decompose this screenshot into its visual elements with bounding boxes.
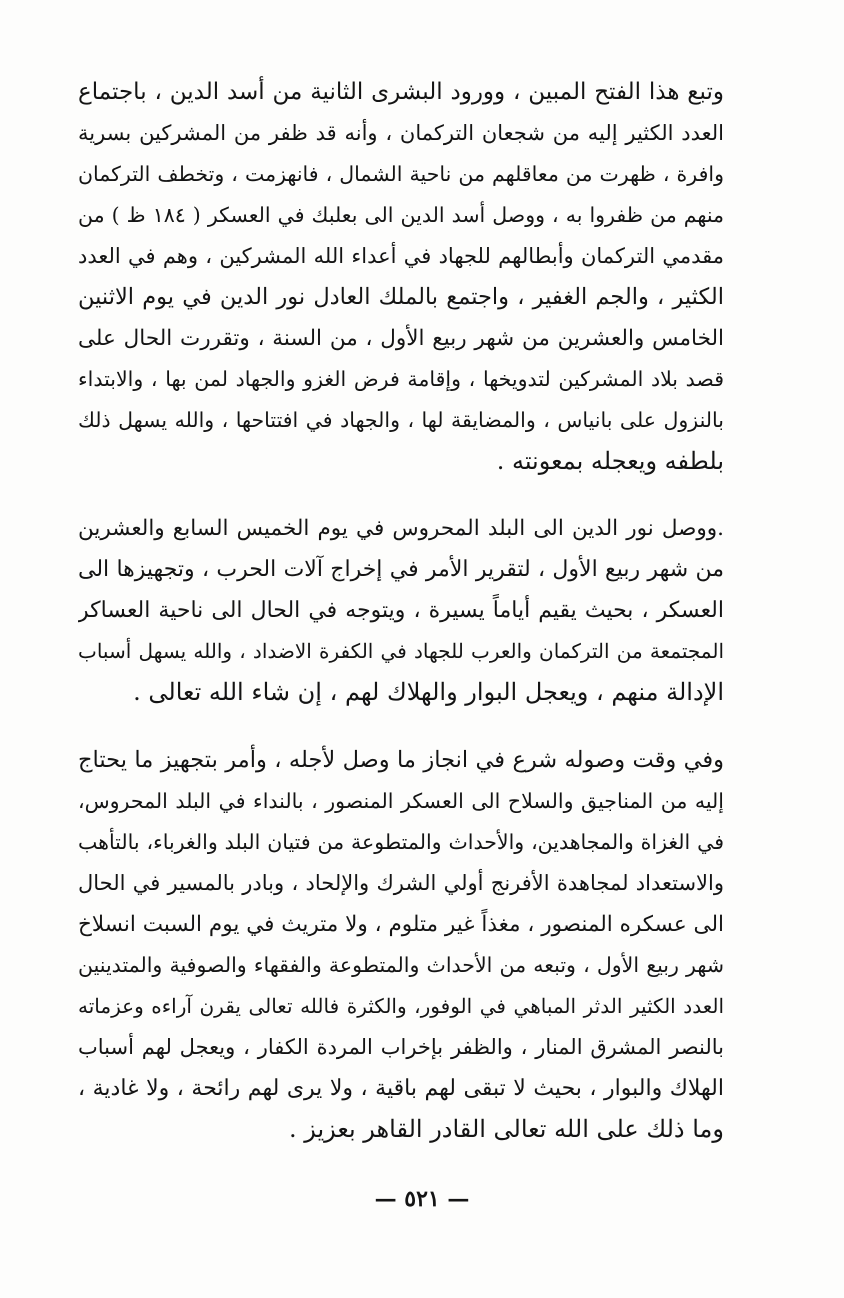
text-line: منهم من ظفروا به ، ووصل أسد الدين الى بعلبك في العسكر ( ١٨٤ ظ ) من [78,203,724,227]
text-line: إليه من المناجيق والسلاح الى العسكر المنصور ، بالنداء في البلد المحروس، [78,789,724,813]
text-line: وافرة ، ظهرت من معاقلهم من ناحية الشمال ، فانهزمت ، وتخطف التركمان [78,162,724,186]
paragraph-3 [78,740,724,1150]
text-line: المجتمعة من التركمان والعرب للجهاد في الكفرة الاضداد ، والله يسهل أسباب [78,639,724,663]
paragraph-1 [78,72,724,482]
paragraph-2 [78,508,724,713]
text-line: وما ذلك على الله تعالى القادر القاهر بعزيز . [288,1115,724,1143]
text-line: الكثير ، والجم الغفير ، واجتمع بالملك العادل نور الدين في يوم الاثنين [78,284,724,310]
text-line: مقدمي التركمان وأبطالهم للجهاد في أعداء الله المشركين ، وهم في العدد [78,244,724,268]
text-line: الخامس والعشرين من شهر ربيع الأول ، من السنة ، وتقررت الحال على [78,326,724,351]
text-line: الهلاك والبوار ، بحيث لا تبقى لهم باقية ، ولا يرى لهم رائحة ، ولا غادية ، [78,1076,724,1101]
text-line: العدد الكثير الدثر المباهي في الوفور، والكثرة فالله تعالى يقرن آراءه وعزماته [78,994,724,1018]
text-line: في الغزاة والمجاهدين، والأحداث والمتطوعة من فتيان البلد والغرباء، بالتأهب [78,830,724,854]
text-line: وفي وقت وصوله شرع في انجاز ما وصل لأجله ، وأمر بتجهيز ما يحتاج [78,747,724,773]
text-line: بالنزول على بانياس ، والمضايقة لها ، والجهاد في افتتاحها ، والله يسهل ذلك [78,408,724,432]
text-line: العدد الكثير إليه من شجعان التركمان ، وأنه قد ظفر من المشركين بسرية [78,121,724,145]
text-line: .ووصل نور الدين الى البلد المحروس في يوم الخميس السابع والعشرين [78,516,724,541]
text-line: شهر ربيع الأول ، وتبعه من الأحداث والمتطوعة والفقهاء والصوفية والمتدينين [78,953,724,977]
text-line: من شهر ربيع الأول ، لتقرير الأمر في إخراج آلات الحرب ، وتجهيزها الى [78,557,724,582]
text-line: الإدالة منهم ، ويعجل البوار والهلاك لهم ، إن شاء الله تعالى . [133,678,724,706]
page-number: — ٥٢١ — [374,1186,470,1212]
text-line: العسكر ، بحيث يقيم أياماً يسيرة ، ويتوجه في الحال الى ناحية العساكر [78,598,724,623]
text-line: قصد بلاد المشركين لتدويخها ، وإقامة فرض الغزو والجهاد لمن بها ، والابتداء [78,367,724,391]
text-line: وتبع هذا الفتح المبين ، وورود البشرى الثانية من أسد الدين ، باجتماع [78,79,724,105]
text-line: الى عسكره المنصور ، مغذاً غير متلوم ، ولا متريث في يوم السبت انسلاخ [78,912,724,937]
text-line: بلطفه ويعجله بمعونته . [496,447,724,475]
text-line: بالنصر المشرق المنار ، والظفر بإخراب المردة الكفار ، ويعجل لهم أسباب [78,1035,724,1059]
text-line: والاستعداد لمجاهدة الأفرنج أولي الشرك والإلحاد ، وبادر بالمسير في الحال [78,871,724,895]
